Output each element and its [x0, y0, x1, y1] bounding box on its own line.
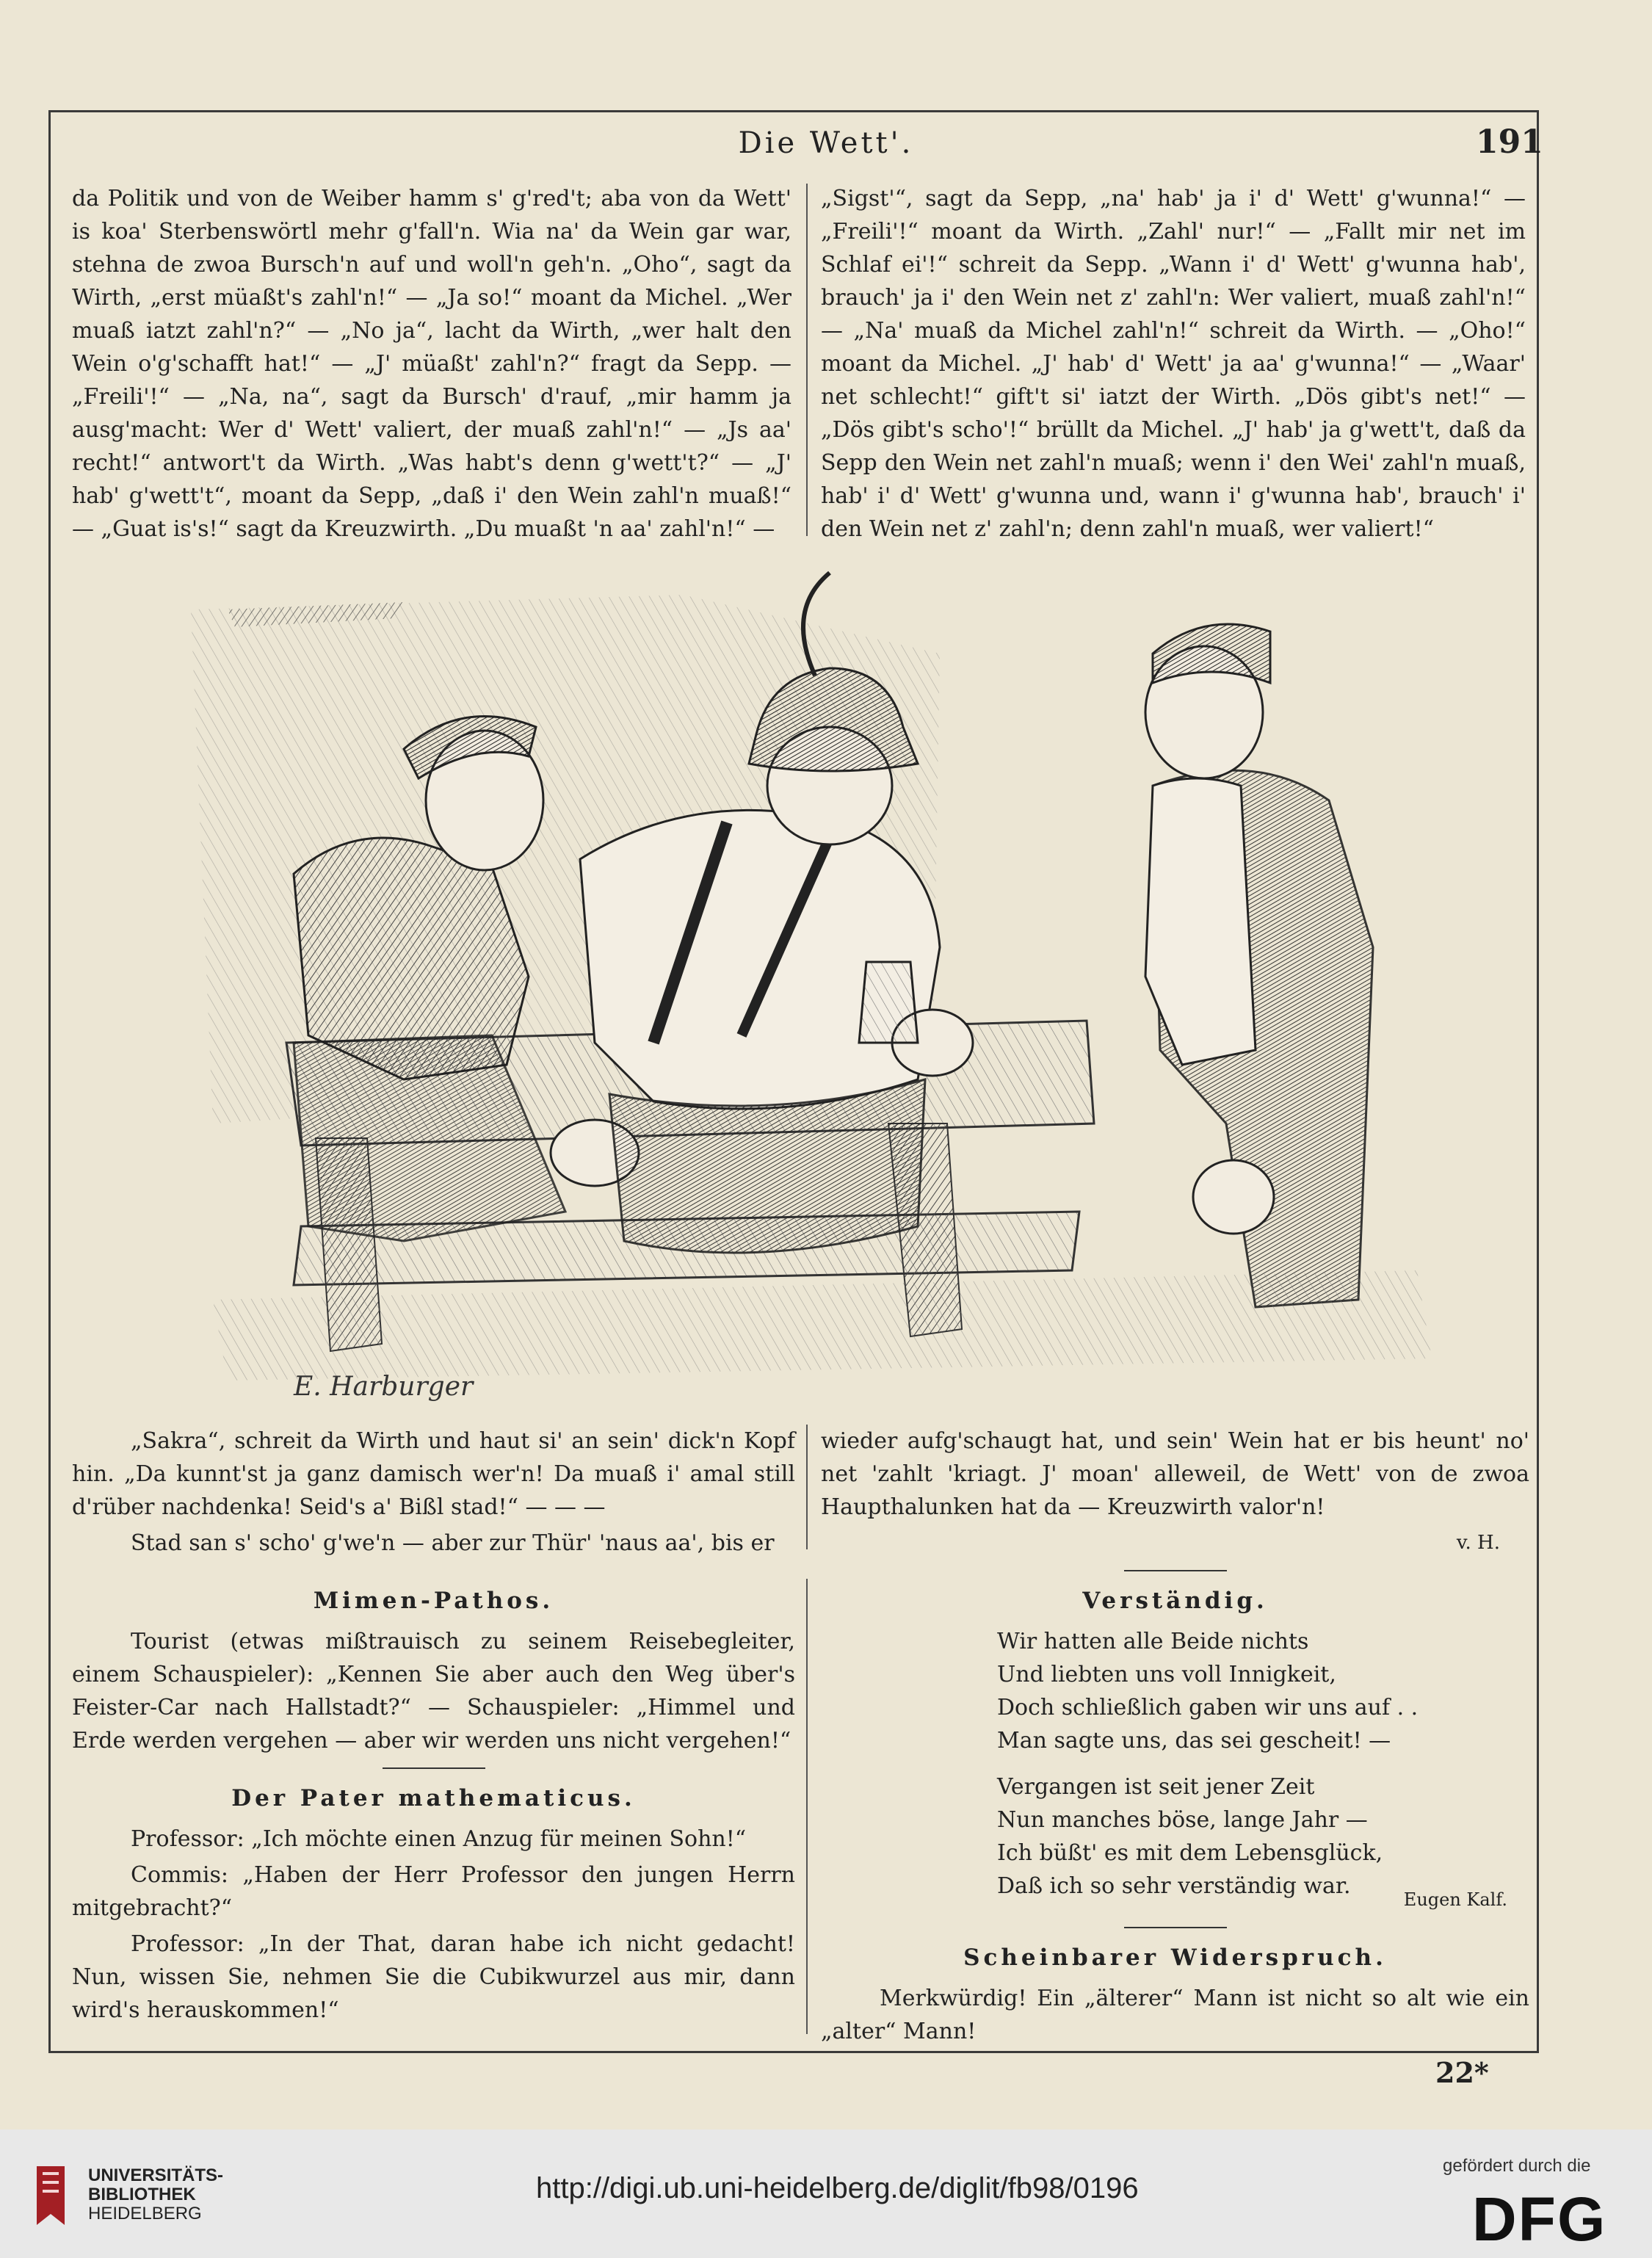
illustration-three-men-on-bench [184, 565, 1454, 1417]
artist-signature: E. Harburger [294, 1372, 474, 1402]
poem-line: Man sagte uns, das sei gescheit! — [997, 1728, 1391, 1754]
section-heading-widerspruch: Scheinbarer Widerspruch. [963, 1944, 1387, 1971]
digitization-footer [0, 2129, 1652, 2258]
column-divider [806, 1579, 808, 2034]
poem-line: Daß ich so sehr verständig war. [997, 1873, 1351, 1899]
poem-stanza [821, 1625, 1529, 1757]
poem-line: Wir hatten alle Beide nichts [997, 1629, 1309, 1654]
poem-line: Doch schließlich gaben wir uns auf . . [997, 1695, 1419, 1720]
anecdote-line: Commis: „Haben der Herr Professor den jungen Herrn mitgebracht?“ [72, 1862, 795, 1921]
column-divider [806, 184, 808, 536]
poem-stanza [821, 1770, 1529, 1903]
story-paragraph: Stad san s' scho' g'we'n — aber zur Thür' 'naus aa', bis er [131, 1530, 775, 1556]
section-heading-mimen: Mimen-Pathos. [313, 1588, 554, 1614]
library-name-line: UNIVERSITÄTS- [88, 2165, 224, 2185]
right-column-poems [821, 1571, 1529, 2051]
page-number: 191 [1476, 123, 1543, 161]
poem-author: Eugen Kalf. [1403, 1889, 1507, 1910]
story-paragraph: „Sakra“, schreit da Wirth und haut si' an sein' dick'n Kopf hin. „Da kunnt'st ja ganz damisch wer'n! Da muaß i' amal still d'rüber nachdenka! Seid's a' Bißl stad!“ — — — [72, 1428, 795, 1520]
story-column-right-bottom [821, 1425, 1529, 1582]
story-author: v. H. [1456, 1532, 1500, 1554]
anecdote-text: Merkwürdig! Ein „älterer“ Mann ist nicht so alt wie ein „alter“ Mann! [821, 1986, 1529, 2044]
story-paragraph: wieder aufg'schaugt hat, und sein' Wein hat er bis heunt' no' net 'zahlt 'kriagt. J' moan' alleweil, de Wett' von de zwoa Haupthalunken hat da — Kreuzwirth valor'n! [821, 1428, 1529, 1520]
university-library-name [88, 2166, 223, 2223]
anecdote-text: Tourist (etwas mißtrauisch zu seinem Reisebegleiter, einem Schauspieler): „Kennen Sie aber auch den Weg über's Feister-Car nach Hallstadt?“ — Schauspieler: „Himmel und Erde werden vergehen — aber wir werden uns nicht vergehen!“ [72, 1629, 795, 1754]
poem-line: Und liebten uns voll Innigkeit, [997, 1662, 1336, 1687]
permalink-url[interactable]: http://digi.ub.uni-heidelberg.de/diglit/fb98/0196 [536, 2172, 1139, 2204]
story-column-right-top [821, 182, 1526, 549]
poem-line: Vergangen ist seit jener Zeit [997, 1774, 1315, 1800]
story-paragraph: da Politik und von de Weiber hamm s' g'red't; aba von da Wett' is koa' Sterbenswörtl mehr g'fall'n. Wia na' da Wein gar war, stehna de zwoa Bursch'n auf und woll'n geh'n. „Oho“, sagt da Wirth, „erst müaßt's zahl'n!“ — „Ja so!“ moant da Michel. „Wer muaß iatzt zahl'n?“ — „No ja“, lacht da Wirth, „wer halt den Wein o'g'schafft hat!“ — „J' müaßt' zahl'n?“ fragt da Sepp. — „Freili'!“ — „Na, na“, sagt da Bursch' d'rauf, „mir hamm ja ausg'macht: Wer d' Wett' valiert, der muaß zahl'n!“ — „Js aa' recht!“ antwort't da Wirth. „Was habt's denn g'wett't?“ — „J' hab' g'wett't“, moant da Sepp, „daß i' den Wein zahl'n muaß!“ — „Guat is's!“ sagt da Kreuzwirth. „Du muaßt 'n aa' zahl'n!“ — [72, 186, 791, 542]
section-rule [1124, 1927, 1227, 1928]
poem-line: Ich büßt' es mit dem Lebensglück, [997, 1840, 1383, 1866]
running-title: Die Wett'. [738, 126, 914, 160]
column-divider [806, 1425, 808, 1549]
funding-label: gefördert durch die [1443, 2156, 1591, 2176]
anecdote-line: Professor: „Ich möchte einen Anzug für meinen Sohn!“ [131, 1826, 747, 1852]
section-heading-pater: Der Pater mathematicus. [231, 1785, 636, 1812]
poem-line: Nun manches böse, lange Jahr — [997, 1807, 1368, 1833]
section-rule [383, 1767, 485, 1769]
story-column-left-bottom [72, 1425, 795, 1563]
story-column-left-top [72, 182, 791, 549]
story-paragraph: „Sigst'“, sagt da Sepp, „na' hab' ja i' d' Wett' g'wunna!“ — „Freili'!“ moant da Wirth. „Zahl' nur!“ — „Fallt mir net im Schlaf ei'!“ schreit da Sepp. „Wann i' d' Wett' g'wunna hab', brauch' ja i' den Wein net z' zahl'n: Wer valiert, muaß zahl'n!“ — „Na' muaß da Michel zahl'n!“ schreit da Wirth. — „Oho!“ moant da Michel. „J' hab' d' Wett' ja aa' g'wunna!“ — „Waar' net schlecht!“ gift't si' iatzt der Wirth. „Dös gibt's net!“ — „Dös gibt's scho'!“ brüllt da Michel. „J' hab' ja g'wett't, daß da Sepp den Wein net zahl'n muaß; wenn i' den Wei' zahl'n muaß, hab' i' d' Wett' g'wunna und, wann i' g'wunna hab', brauch' i' den Wein net z' zahl'n; denn zahl'n muaß, wer valiert!“ [821, 186, 1526, 542]
signature-mark: 22* [1435, 2056, 1489, 2089]
university-library-logo-icon [29, 2159, 72, 2232]
left-column-anecdotes [72, 1571, 795, 2030]
library-name-line: BIBLIOTHEK [88, 2185, 196, 2204]
anecdote-line: Professor: „In der That, daran habe ich nicht gedacht! Nun, wissen Sie, nehmen Sie die Cubikwurzel aus mir, dann wird's herauskommen!“ [72, 1931, 795, 2023]
dfg-logo: DFG [1472, 2185, 1607, 2254]
library-name-line: HEIDELBERG [88, 2204, 202, 2223]
section-heading-verstaendig: Verständig. [1082, 1588, 1268, 1614]
